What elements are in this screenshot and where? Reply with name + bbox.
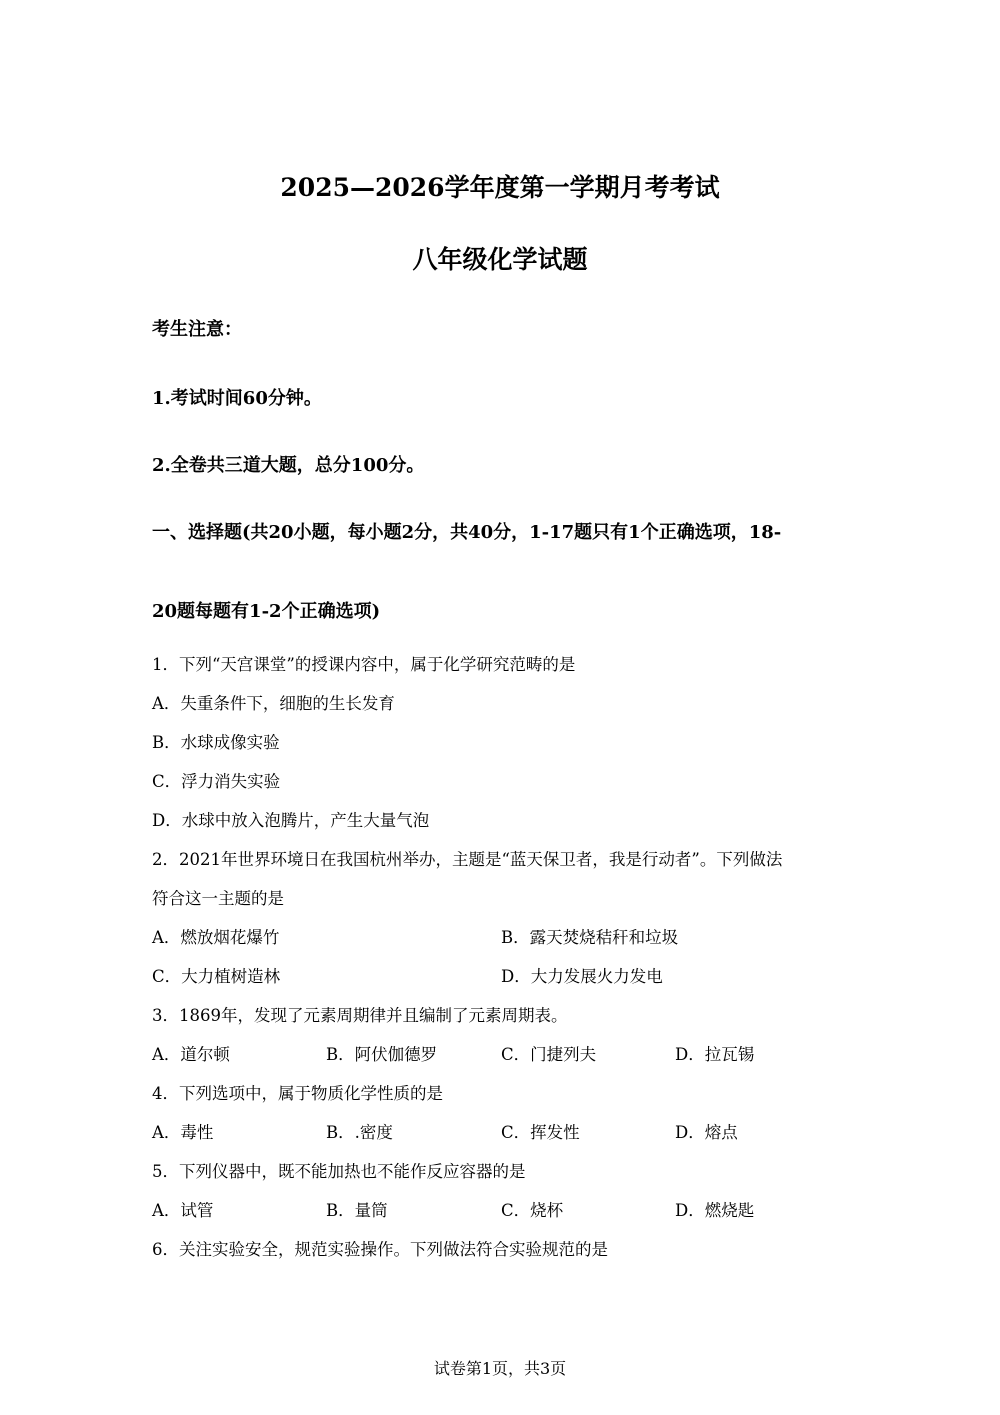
question-stem-cont: 符合这一主题的是 bbox=[152, 889, 284, 908]
section-heading-cont: 20题每题有1-2个正确选项) bbox=[152, 601, 381, 622]
question-option: B．露天焚烧秸秆和垃圾 bbox=[501, 928, 679, 947]
exam-title: 2025—2026学年度第一学期月考考试 bbox=[280, 173, 720, 202]
question-option: A．道尔顿 bbox=[152, 1045, 230, 1064]
question-option: A．失重条件下，细胞的生长发育 bbox=[152, 694, 395, 713]
question-option: C．烧杯 bbox=[501, 1201, 564, 1220]
notice-item: 2.全卷共三道大题，总分100分。 bbox=[152, 455, 425, 476]
question-option: B．阿伏伽德罗 bbox=[326, 1045, 438, 1064]
question-option: B．.密度 bbox=[326, 1123, 393, 1142]
question-option: D．拉瓦锡 bbox=[675, 1045, 755, 1064]
question-option: D．水球中放入泡腾片，产生大量气泡 bbox=[152, 811, 430, 830]
question-option: C．挥发性 bbox=[501, 1123, 580, 1142]
question-stem: 1．下列“天宫课堂”的授课内容中，属于化学研究范畴的是 bbox=[152, 655, 576, 674]
question-option: A．燃放烟花爆竹 bbox=[152, 928, 280, 947]
question-stem: 6．关注实验安全，规范实验操作。下列做法符合实验规范的是 bbox=[152, 1240, 608, 1259]
notice-item: 1.考试时间60分钟。 bbox=[152, 388, 322, 409]
question-stem: 5．下列仪器中，既不能加热也不能作反应容器的是 bbox=[152, 1162, 526, 1181]
exam-subtitle: 八年级化学试题 bbox=[412, 245, 588, 274]
question-stem: 3．1869年，发现了元素周期律并且编制了元素周期表。 bbox=[152, 1006, 568, 1025]
question-option: D．熔点 bbox=[675, 1123, 738, 1142]
section-heading: 一、选择题(共20小题，每小题2分，共40分，1-17题只有1个正确选项，18- bbox=[152, 522, 782, 543]
page-footer: 试卷第1页，共3页 bbox=[433, 1359, 567, 1378]
question-option: B．水球成像实验 bbox=[152, 733, 280, 752]
question-option: C．大力植树造林 bbox=[152, 967, 281, 986]
question-stem: 4．下列选项中，属于物质化学性质的是 bbox=[152, 1084, 443, 1103]
question-option: D．大力发展火力发电 bbox=[501, 967, 663, 986]
question-option: C．浮力消失实验 bbox=[152, 772, 281, 791]
question-option: D．燃烧匙 bbox=[675, 1201, 755, 1220]
question-option: C．门捷列夫 bbox=[501, 1045, 597, 1064]
question-option: A．试管 bbox=[152, 1201, 214, 1220]
notice-heading: 考生注意： bbox=[152, 319, 242, 340]
question-stem: 2．2021年世界环境日在我国杭州举办，主题是“蓝天保卫者，我是行动者”。下列做法 bbox=[152, 850, 783, 869]
question-option: B．量筒 bbox=[326, 1201, 388, 1220]
question-option: A．毒性 bbox=[152, 1123, 214, 1142]
